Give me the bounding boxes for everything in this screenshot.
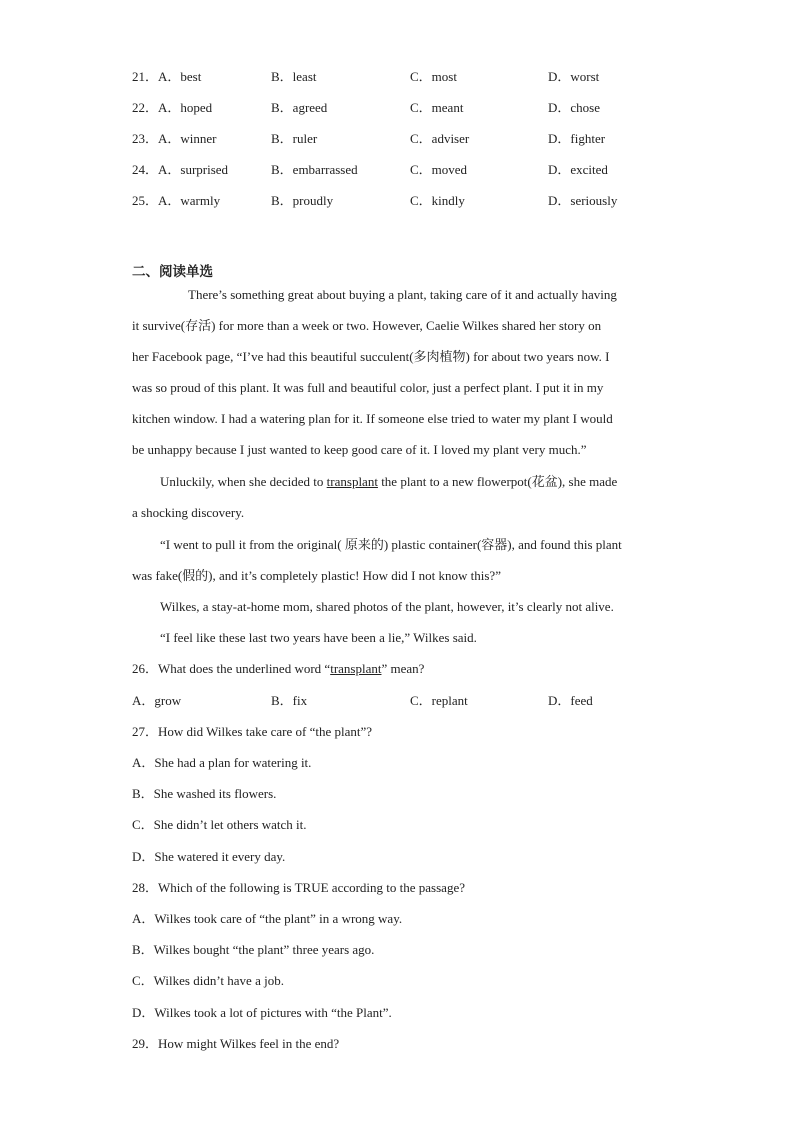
option-label: D． bbox=[548, 193, 571, 208]
option-label: 22．A． bbox=[132, 100, 181, 115]
option-label: D． bbox=[548, 131, 571, 146]
option-d bbox=[548, 131, 605, 147]
option-c bbox=[410, 193, 465, 209]
option-text: seriously bbox=[570, 193, 618, 208]
option-text: kindly bbox=[431, 193, 465, 208]
option-text: chose bbox=[570, 100, 600, 115]
option-d: D．feed bbox=[548, 693, 593, 708]
option-d bbox=[548, 69, 599, 85]
option-text: hoped bbox=[180, 100, 213, 115]
option-a bbox=[132, 193, 220, 209]
option-label: 23．A． bbox=[132, 131, 181, 146]
underlined-word: transplant bbox=[326, 474, 378, 489]
option-label: 25．A． bbox=[132, 193, 181, 208]
option-text: least bbox=[292, 69, 317, 84]
option-text: moved bbox=[431, 162, 468, 177]
option-label: 21．A． bbox=[132, 69, 181, 84]
option-a bbox=[132, 69, 201, 85]
passage-line: kitchen window. I had a watering plan for it. If someone else tried to water my plant I would bbox=[132, 411, 613, 426]
option-a bbox=[132, 131, 217, 147]
passage-line: “I feel like these last two years have been a lie,” Wilkes said. bbox=[160, 630, 477, 645]
option-label: B． bbox=[271, 69, 293, 84]
option-label: C． bbox=[410, 100, 432, 115]
option-c bbox=[410, 162, 467, 178]
passage-text: Unluckily, when she decided to bbox=[160, 474, 327, 489]
section-title: 二、阅读单选 bbox=[132, 264, 213, 280]
option-b bbox=[271, 193, 333, 209]
option-c bbox=[410, 131, 469, 147]
passage-line: There’s something great about buying a plant, taking care of it and actually having bbox=[188, 287, 617, 302]
option-label: B． bbox=[271, 131, 293, 146]
option-text: fighter bbox=[570, 131, 606, 146]
option-c bbox=[410, 69, 457, 85]
option-label: B． bbox=[271, 100, 293, 115]
option-b bbox=[271, 69, 317, 85]
option-a bbox=[132, 162, 228, 178]
question-27-stem: 27．How did Wilkes take care of “the plant”? bbox=[132, 724, 373, 739]
option-text: ruler bbox=[292, 131, 318, 146]
option-label: C． bbox=[410, 69, 432, 84]
option-c: C．replant bbox=[410, 693, 468, 708]
option-c: C．She didn’t let others watch it. bbox=[132, 817, 307, 832]
passage-line: Wilkes, a stay-at-home mom, shared photos of the plant, however, it’s clearly not alive. bbox=[160, 599, 614, 614]
passage-line: it survive(存活) for more than a week or two. However, Caelie Wilkes shared her story on bbox=[132, 318, 602, 333]
option-c bbox=[410, 100, 463, 116]
question-29-stem: 29．How might Wilkes feel in the end? bbox=[132, 1036, 340, 1051]
option-a: A．grow bbox=[132, 693, 182, 708]
option-label: D． bbox=[548, 162, 571, 177]
passage-line: her Facebook page, “I’ve had this beautiful succulent(多肉植物) for about two years now. I bbox=[132, 349, 610, 364]
question-text: 26．What does the underlined word “ bbox=[132, 661, 331, 676]
underlined-word: transplant bbox=[330, 661, 382, 676]
option-label: D． bbox=[548, 69, 571, 84]
question-text: ” mean? bbox=[381, 661, 425, 676]
option-label: C． bbox=[410, 162, 432, 177]
option-text: most bbox=[431, 69, 457, 84]
option-a bbox=[132, 100, 212, 116]
option-label: D． bbox=[548, 100, 571, 115]
question-28-stem: 28．Which of the following is TRUE according to the passage? bbox=[132, 880, 465, 895]
passage-line: a shocking discovery. bbox=[132, 505, 245, 520]
option-a: A．Wilkes took care of “the plant” in a wrong way. bbox=[132, 911, 403, 926]
option-d bbox=[548, 162, 608, 178]
option-text: meant bbox=[431, 100, 464, 115]
passage-line: was fake(假的), and it’s completely plastic! How did I not know this?” bbox=[132, 568, 501, 583]
option-d: D．She watered it every day. bbox=[132, 849, 286, 864]
option-text: warmly bbox=[180, 193, 221, 208]
passage-line bbox=[160, 474, 617, 490]
option-label: C． bbox=[410, 193, 432, 208]
option-text: surprised bbox=[180, 162, 229, 177]
passage-text: the plant to a new flowerpot(花盆), she made bbox=[377, 474, 618, 489]
option-b bbox=[271, 100, 327, 116]
option-b: B．Wilkes bought “the plant” three years ago. bbox=[132, 942, 375, 957]
option-d bbox=[548, 100, 600, 116]
option-label: B． bbox=[271, 162, 293, 177]
passage-line: be unhappy because I just wanted to keep good care of it. I loved my plant very much.” bbox=[132, 442, 587, 457]
option-label: 24．A． bbox=[132, 162, 181, 177]
question-26-stem bbox=[132, 661, 424, 677]
option-b bbox=[271, 131, 317, 147]
passage-line: “I went to pull it from the original( 原来的) plastic container(容器), and found this plant bbox=[160, 537, 622, 552]
option-text: agreed bbox=[292, 100, 328, 115]
option-text: winner bbox=[180, 131, 217, 146]
option-text: best bbox=[180, 69, 202, 84]
option-label: B． bbox=[271, 193, 293, 208]
option-text: excited bbox=[570, 162, 608, 177]
option-text: adviser bbox=[431, 131, 470, 146]
option-c: C．Wilkes didn’t have a job. bbox=[132, 973, 284, 988]
option-a: A．She had a plan for watering it. bbox=[132, 755, 312, 770]
option-b: B．fix bbox=[271, 693, 308, 708]
option-d bbox=[548, 193, 617, 209]
option-d: D．Wilkes took a lot of pictures with “the Plant”. bbox=[132, 1005, 392, 1020]
option-label: C． bbox=[410, 131, 432, 146]
option-text: worst bbox=[570, 69, 600, 84]
passage-line: was so proud of this plant. It was full and beautiful color, just a perfect plant. I put it in my bbox=[132, 380, 604, 395]
option-b bbox=[271, 162, 358, 178]
option-text: embarrassed bbox=[292, 162, 358, 177]
option-b: B．She washed its flowers. bbox=[132, 786, 277, 801]
option-text: proudly bbox=[292, 193, 334, 208]
